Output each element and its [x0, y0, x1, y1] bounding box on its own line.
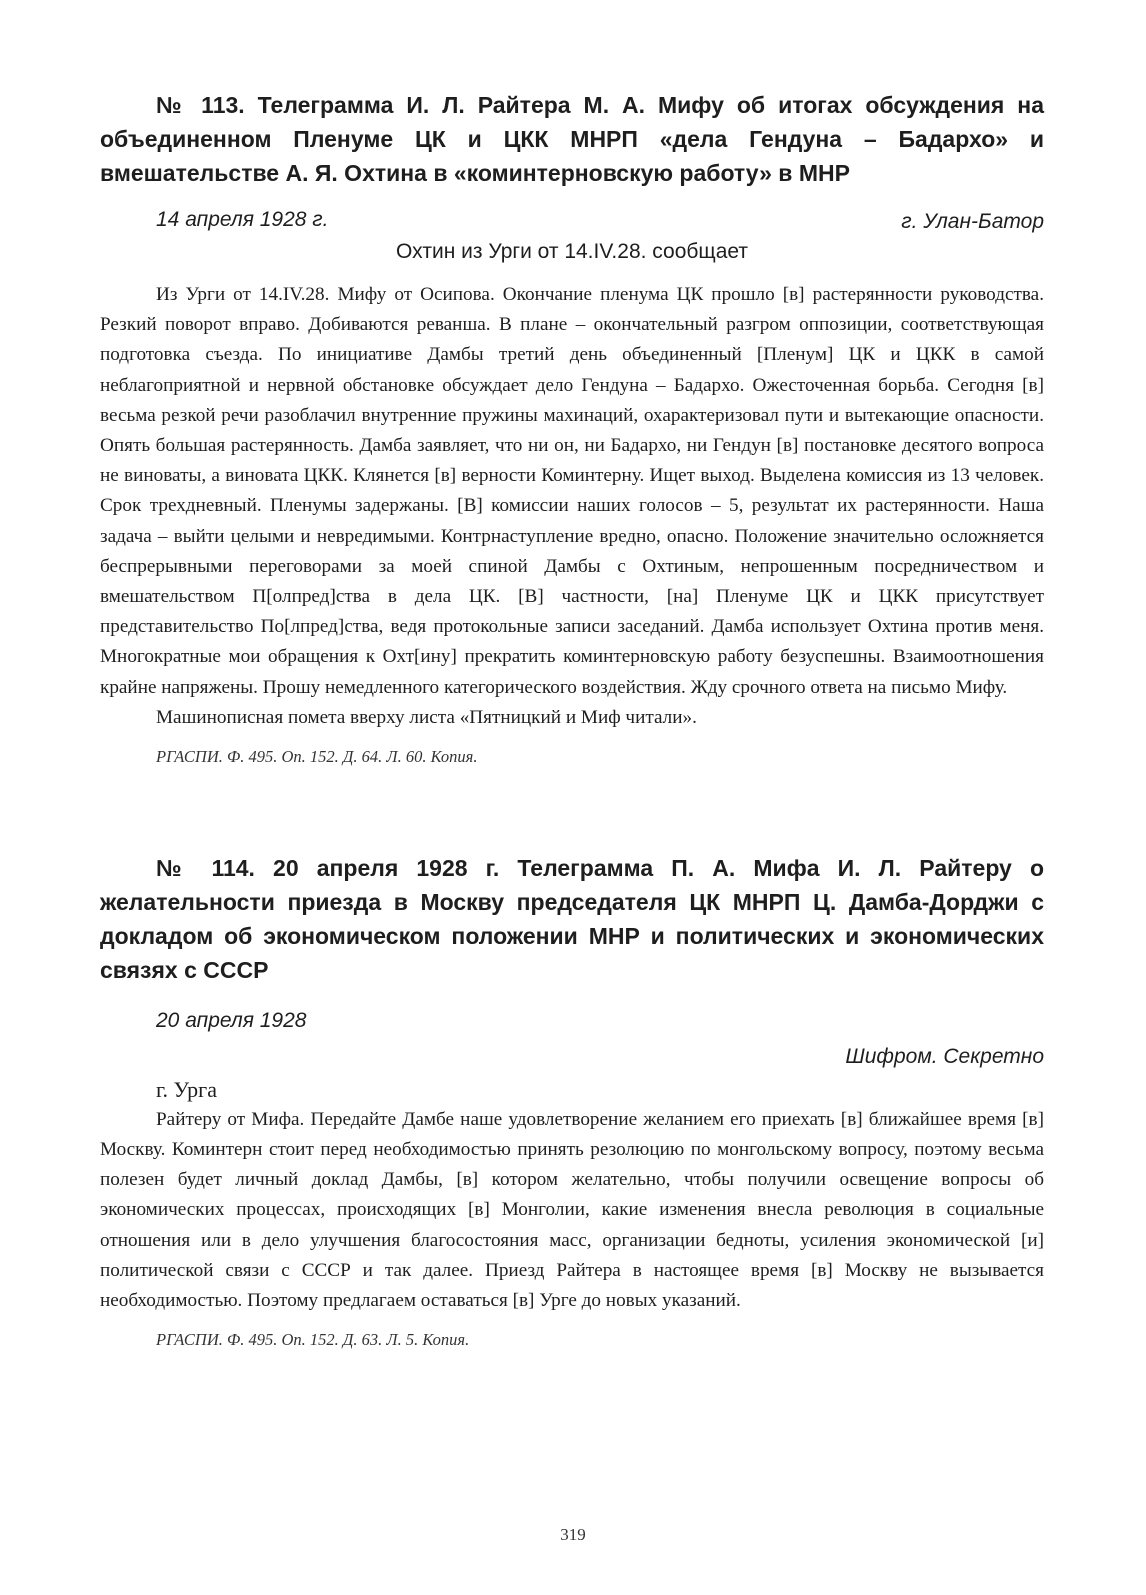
doc-114-body: Райтеру от Мифа. Передайте Дамбе наше удовлетворение желанием его приехать [в] ближайшее время [в] Москву. Коминтерн стоит перед необходимостью принять резолюцию по монгольскому вопросу, поэтому весьма полезен будет личный доклад Дамбы, [в] котором желательно, чтобы получили освещение вопросы об экономических процессах, происходящих [в] Монголии, какие изменения внесла революция в социальные отношения или в дело улучшения благосостояния масс, организации бедноты, усиления экономической [и] политической связи с СССР и так далее. Приезд Райтера в настоящее время [в] Москву не вызывается необходимостью. Поэтому предлагаем оставаться [в] Урге до новых указаний. — [100, 1108, 1044, 1312]
doc-114-archive-ref: РГАСПИ. Ф. 495. Оп. 152. Д. 63. Л. 5. Копия. — [156, 1330, 470, 1350]
doc-114-date: 20 апреля 1928 — [156, 1008, 307, 1032]
doc-114-place: г. Урга — [156, 1076, 217, 1102]
doc-113-place: г. Улан-Батор — [901, 210, 1044, 233]
document-114 — [100, 851, 1044, 1350]
doc-113-date: 14 апреля 1928 г. — [156, 208, 329, 231]
doc-113-archive-ref: РГАСПИ. Ф. 495. Оп. 152. Д. 64. Л. 60. Копия. — [156, 746, 478, 766]
doc-114-classification: Шифром. Секретно — [845, 1044, 1044, 1068]
page-number: 319 — [560, 1525, 586, 1544]
document-page — [100, 88, 1044, 1350]
doc-113-heading: № 113. Телеграмма И. Л. Райтера М. А. Мифу об итогах обсуждения на объединенном Пленуме ЦК и ЦКК МНРП «дела Гендуна – Бадархо» и вмешательстве А. Я. Охтина в «коминтерновскую работу» в МНР — [100, 92, 1044, 186]
doc-113-note: Машинописная помета вверху листа «Пятницкий и Миф читали». — [156, 706, 697, 728]
doc-113-meta — [100, 208, 1044, 238]
document-113 — [100, 88, 1044, 767]
doc-113-body: Из Урги от 14.IV.28. Мифу от Осипова. Окончание пленума ЦК прошло [в] растерянности руководства. Резкий поворот вправо. Добиваются реванша. В плане – окончательный разгром оппозиции, соответствующая подготовка съезда. По инициативе Дамбы третий день объединенный [Пленум] ЦК и ЦКК в самой неблагоприятной и нервной обстановке обсуждает дело Гендуна – Бадархо. Ожесточенная борьба. Сегодня [в] весьма резкой речи разоблачил внутренние пружины махинаций, охарактеризовал пути и вытекающие опасности. Опять большая растерянность. Дамба заявляет, что ни он, ни Бадархо, ни Гендун [в] постановке десятого вопроса не виноваты, а виновата ЦКК. Клянется [в] верности Коминтерну. Ищет выход. Выделена комиссия из 13 человек. Срок трехдневный. Пленумы задержаны. [В] комиссии наших голосов – 5, результат их растерянности. Наша задача – выйти целыми и невредимыми. Контрнаступление вредно, опасно. Положение значительно осложняется беспрерывными переговорами за моей спиной Дамбы с Охтиным, непрошенным посредничеством и вмешательством П[олпред]ства в дела ЦК. [В] частности, [на] Пленуме ЦК и ЦКК присутствует представительство По[лпред]ства, ведя протокольные записи заседаний. Дамба использует Охтина против меня. Многократные мои обращения к Охт[ину] прекратить коминтерновскую работу безуспешны. Взаимоотношения крайне напряжены. Прошу немедленного категорического воздействия. Жду срочного ответа на письмо Мифу. — [100, 284, 1044, 698]
doc-113-subheading: Охтин из Урги от 14.IV.28. сообщает — [396, 240, 748, 263]
doc-114-heading: № 114. 20 апреля 1928 г. Телеграмма П. А. Мифа И. Л. Райтеру о желательности приезда в Москву председателя ЦК МНРП Ц. Дамба-Дорджи с докладом об экономическом положении МНР и политических и экономических связях с СССР — [100, 854, 1044, 983]
